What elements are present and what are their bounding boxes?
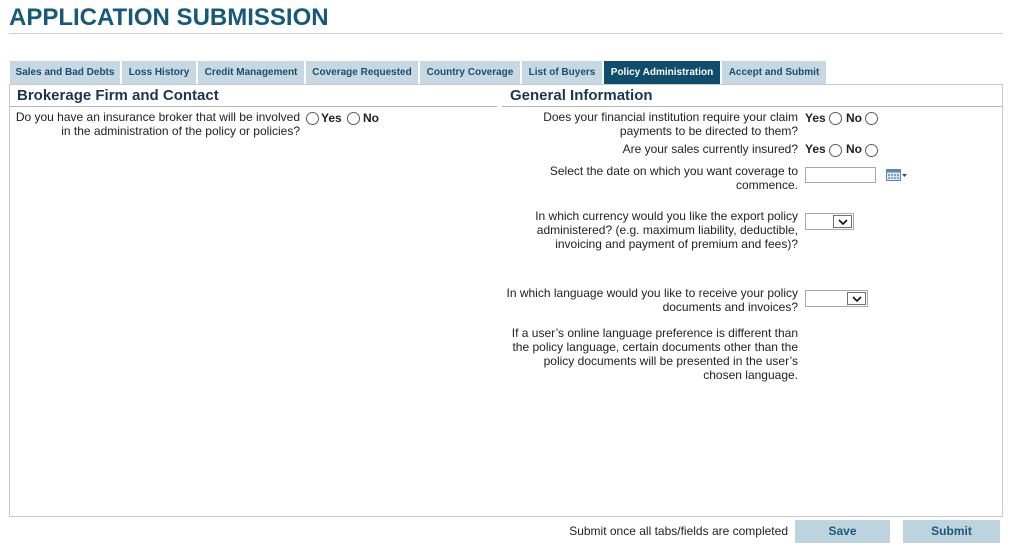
section-heading-general-information: General Information: [502, 86, 1002, 107]
dropdown-arrow-icon[interactable]: [847, 292, 866, 305]
claim-payments-no-label: No: [846, 111, 862, 125]
broker-yes-label: Yes: [321, 111, 342, 125]
broker-yes-radio[interactable]: [306, 112, 319, 125]
page-title: APPLICATION SUBMISSION: [9, 4, 329, 31]
dropdown-arrow-icon[interactable]: [833, 215, 852, 228]
claim-payments-yes-radio[interactable]: [829, 112, 842, 125]
tab-coverage-requested[interactable]: Coverage Requested: [306, 61, 418, 84]
title-divider: [9, 33, 1003, 34]
tab-list-of-buyers[interactable]: List of Buyers: [522, 61, 602, 84]
tab-accept-and-submit[interactable]: Accept and Submit: [722, 61, 826, 84]
submit-button[interactable]: Submit: [903, 520, 1000, 543]
tab-sales-and-bad-debts[interactable]: Sales and Bad Debts: [10, 61, 120, 84]
section-heading-brokerage: Brokerage Firm and Contact: [10, 86, 497, 107]
tab-country-coverage[interactable]: Country Coverage: [420, 61, 520, 84]
tab-credit-management[interactable]: Credit Management: [198, 61, 304, 84]
tab-bar: [0, 61, 1016, 84]
currency-select[interactable]: [805, 213, 854, 230]
language-question-label: In which language would you like to receive your policy documents and invoices?: [506, 286, 798, 314]
broker-no-label: No: [363, 111, 379, 125]
claim-payments-yes-label: Yes: [805, 111, 826, 125]
language-preference-note: If a user’s online language preference is different than the policy language, certain documents other than the policy documents will be presented in the user’s chosen language.: [511, 326, 798, 382]
sales-insured-no-label: No: [846, 142, 862, 156]
sales-insured-no-radio[interactable]: [865, 144, 878, 157]
claim-payments-no-radio[interactable]: [865, 112, 878, 125]
claim-payments-question-label: Does your financial institution require your claim payments to be directed to them?: [543, 110, 798, 138]
currency-question-label: In which currency would you like the export policy administered? (e.g. maximum liability, deductible, invoicing and payment of premium and fees)?: [535, 209, 798, 251]
submit-instructions: Submit once all tabs/fields are completed: [569, 524, 788, 538]
broker-no-radio[interactable]: [347, 112, 360, 125]
broker-question-label: Do you have an insurance broker that will be involved in the administration of the policy or policies?: [15, 110, 300, 138]
language-select[interactable]: [805, 290, 868, 307]
tab-policy-administration[interactable]: Policy Administration: [604, 61, 720, 84]
coverage-date-question-label: Select the date on which you want coverage to commence.: [549, 164, 798, 192]
sales-insured-yes-radio[interactable]: [829, 144, 842, 157]
coverage-date-input[interactable]: [805, 167, 876, 183]
save-button[interactable]: Save: [795, 520, 890, 543]
sales-insured-question-label: Are your sales currently insured?: [622, 142, 798, 156]
calendar-icon[interactable]: [886, 169, 908, 181]
sales-insured-yes-label: Yes: [805, 142, 826, 156]
tab-loss-history[interactable]: Loss History: [122, 61, 196, 84]
